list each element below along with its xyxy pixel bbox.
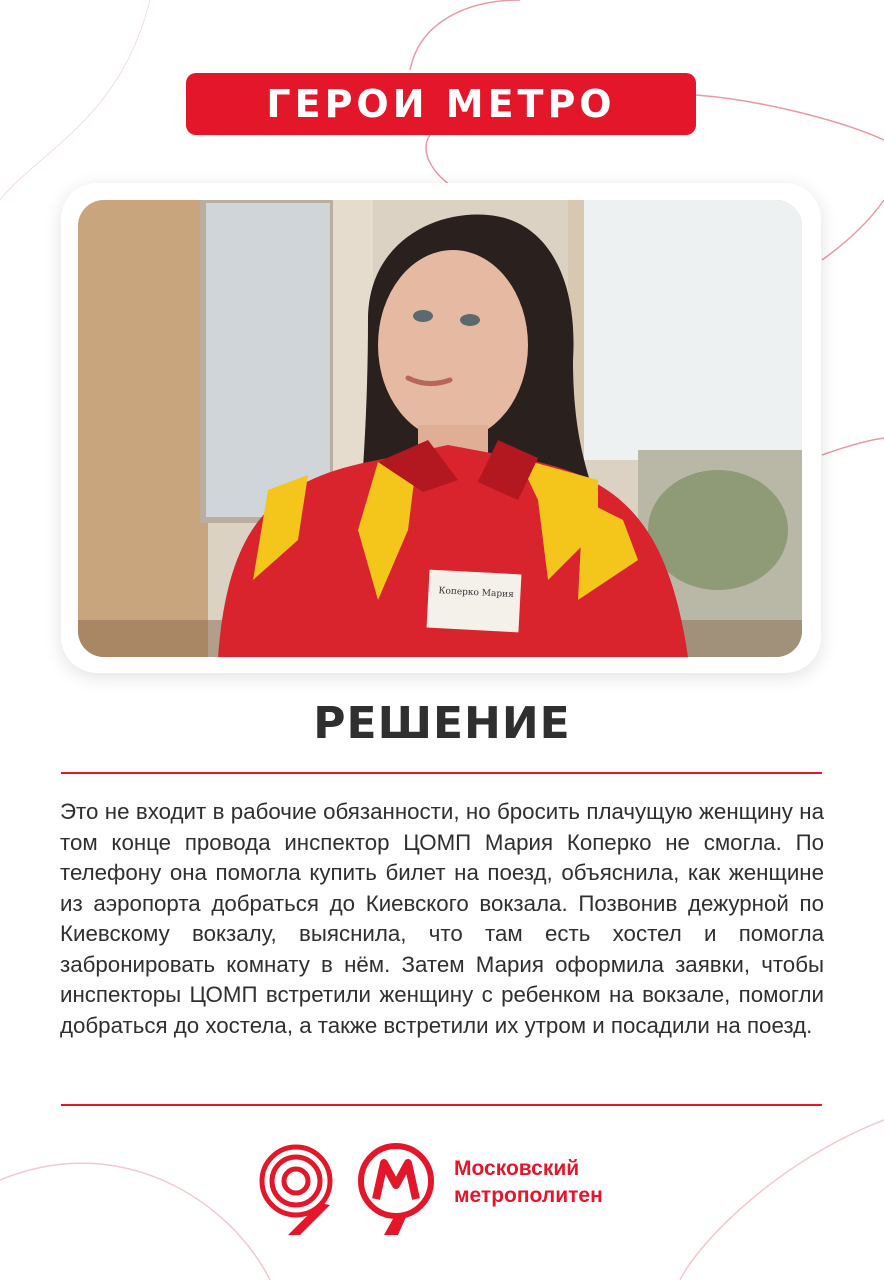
divider-bottom [61, 1104, 822, 1106]
brand-line-2: метрополитен [454, 1184, 603, 1207]
brand-line-1: Московский [454, 1157, 580, 1180]
story-text: Это не входит в рабочие обязанности, но бросить плачущую женщину на том конце провода инспектор ЦОМП Мария Коперко не смогла. По телефону она помогла купить билет на поезд, объяснила, как женщине из аэропорта добраться до Киевского вокзала. Позвонив дежурной по Киевскому вокзалу, выяснила, что там есть хостел и помогла забронировать комнату в нём. Затем Мария оформила заявки, чтобы инспекторы ЦОМП встретили женщину с ребенком на вокзале, помогли добраться до хостела, а также встретили их утром и посадили на поезд. [60, 799, 824, 1038]
portrait-photo [78, 200, 802, 657]
header-banner [186, 73, 696, 135]
metro-m-icon [354, 1141, 438, 1237]
section-title: РЕШЕНИЕ [313, 698, 571, 749]
divider-top [61, 772, 822, 774]
brand-name [454, 1155, 654, 1209]
photo-badge-text: Коперко Мария [438, 586, 515, 601]
header-title: ГЕРОИ МЕТРО [266, 82, 616, 126]
footer-logos [258, 1141, 658, 1237]
mosgortrans-9-icon [258, 1141, 340, 1237]
